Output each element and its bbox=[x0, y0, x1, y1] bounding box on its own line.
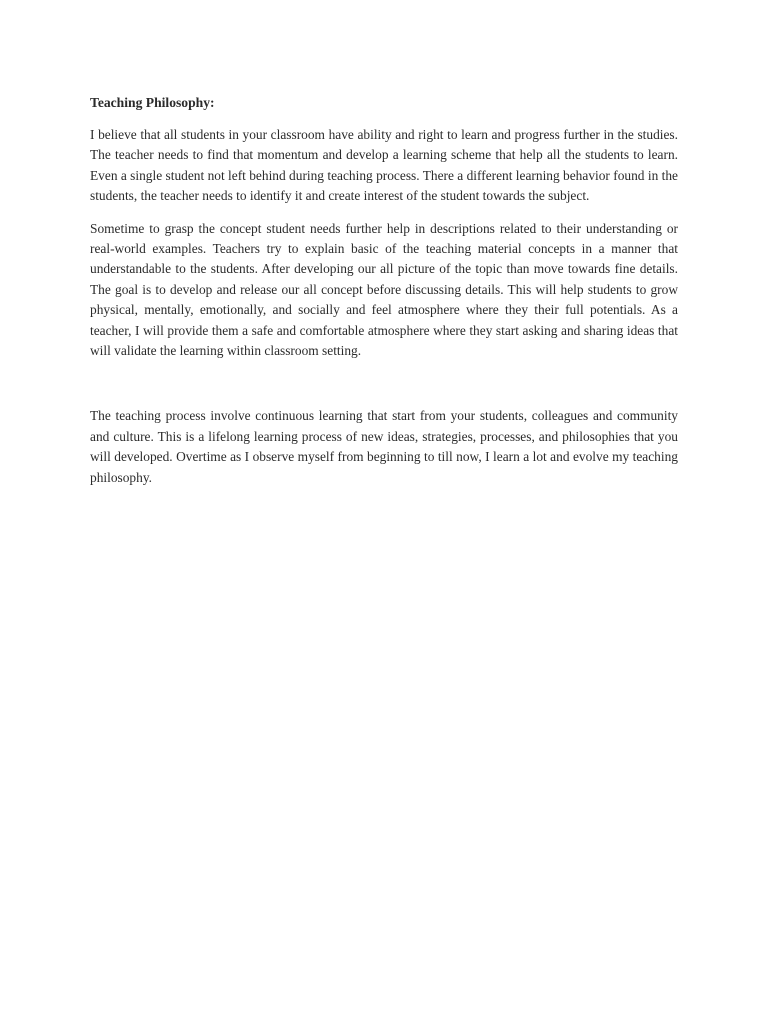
document-body bbox=[90, 93, 678, 500]
paragraph-concepts: Sometime to grasp the concept student needs further help in descriptions related to their understanding or real-world examples. Teachers try to explain basic of the teaching material concepts in a manner that understandable to the students. After developing our all picture of the topic than move towards fine details. The goal is to develop and release our all concept before discussing details. This will help students to grow physical, mentally, emotionally, and socially and feel atmosphere where they their full potentials. As a teacher, I will provide them a safe and comfortable atmosphere where they start asking and sharing ideas that will validate the learning within classroom setting. bbox=[90, 220, 678, 359]
paragraph-lifelong-learning: The teaching process involve continuous learning that start from your students, colleagues and community and culture. This is a lifelong learning process of new ideas, strategies, processes, and philosophies that you will developed. Overtime as I observe myself from beginning to till now, I learn a lot and evolve my teaching philosophy. bbox=[90, 408, 678, 485]
paragraph-spacer bbox=[90, 361, 678, 406]
paragraph-beliefs: I believe that all students in your classroom have ability and right to learn and progress further in the studies. The teacher needs to find that momentum and develop a learning scheme that help all the students to learn. Even a single student not left behind during teaching process. There a different learning behavior found in the students, the teacher needs to identify it and create interest of the student towards the subject. bbox=[90, 127, 678, 204]
document-heading: Teaching Philosophy: bbox=[90, 95, 215, 110]
